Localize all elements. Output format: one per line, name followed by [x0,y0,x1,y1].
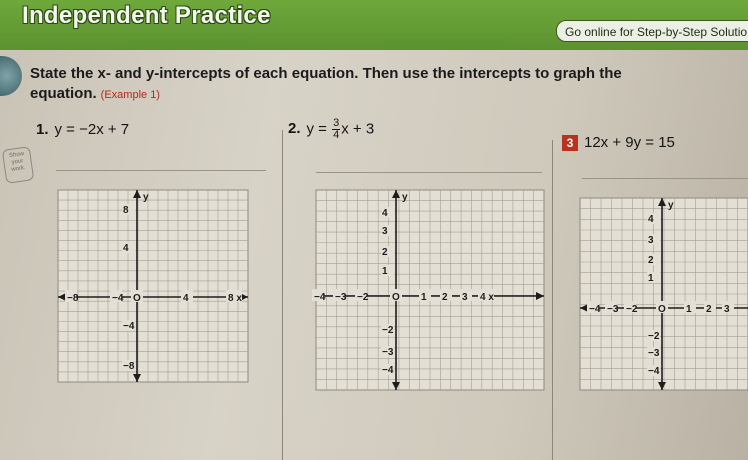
problem-number-badge: 3 [562,135,578,151]
y-tick-label: 3 [382,226,388,237]
x-tick-label: 2 [706,304,712,315]
x-tick-label: 1 [686,304,692,315]
show-work-note: Show your work. [2,146,34,184]
x-tick-label: 3 [724,304,730,315]
grid-background [58,190,248,382]
y-tick-label: 3 [648,235,654,246]
y-tick-label: −3 [382,347,394,358]
instruction-text: State the x- and y-intercepts of each equation. Then use the intercepts to graph the equation. [30,65,622,102]
y-tick-label: −4 [123,321,135,332]
y-axis-label: y [668,200,674,211]
y-tick-label: −4 [648,366,660,377]
x-tick-label: O [392,292,400,303]
x-tick-label: 4 x [480,292,494,303]
y-tick-label: 8 [123,205,129,216]
x-tick-label: −4 [112,293,124,304]
y-tick-label: −3 [648,348,660,359]
x-tick-label: −3 [607,304,619,315]
problem-number: 2. [288,120,301,138]
x-tick-label: −8 [67,293,79,304]
x-tick-label: 2 [442,292,448,303]
x-tick-label: 3 [462,292,468,303]
problem-equation: y = −2x + 7 [54,121,130,138]
section-title: Independent Practice [22,2,271,29]
equation-left: y = [306,120,327,138]
y-tick-label: 4 [382,208,388,219]
x-tick-label: −2 [357,292,369,303]
y-tick-label: −8 [123,361,135,372]
x-tick-label: O [133,293,141,304]
x-tick-label: 4 [183,293,189,304]
fraction-denominator: 4 [333,129,340,141]
equation-right: x + 3 [341,120,375,138]
x-tick-label: 1 [421,292,427,303]
y-tick-label: −2 [648,331,660,342]
example-reference[interactable]: (Example 1) [100,89,160,101]
y-tick-label: 2 [648,255,654,266]
y-tick-label: 1 [648,273,654,284]
y-tick-label: 1 [382,266,388,277]
x-tick-label: −4 [589,304,601,315]
y-tick-label: 4 [648,214,654,225]
y-tick-label: −4 [382,365,394,376]
x-tick-label: −3 [335,292,347,303]
x-tick-label: 8 x [228,293,242,304]
y-axis-label: y [402,192,408,203]
problem-equation: 12x + 9y = 15 [584,134,675,151]
y-tick-label: 4 [123,243,129,254]
y-axis-label: y [143,192,149,203]
fraction-numerator: 3 [333,117,340,129]
y-tick-label: 2 [382,247,388,258]
online-solutions-link[interactable]: Go online for Step-by-Step Solutio [556,20,748,42]
y-tick-label: −2 [382,325,394,336]
x-tick-label: −4 [314,292,326,303]
problem-number: 1. [36,121,49,138]
x-tick-label: O [658,304,666,315]
x-tick-label: −2 [626,304,638,315]
